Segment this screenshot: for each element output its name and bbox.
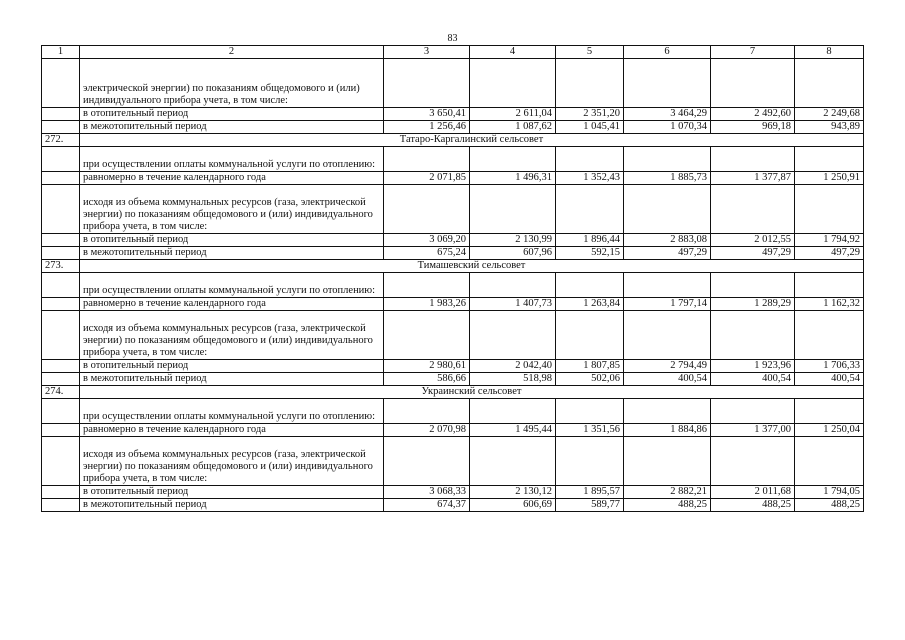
tariff-table: [41, 45, 864, 512]
value-cell: [795, 147, 864, 172]
value-cell: 1 807,85: [556, 360, 624, 373]
row-description: в отопительный период: [80, 108, 384, 121]
value-cell: 488,25: [795, 499, 864, 512]
uniform-payment-row: [42, 172, 864, 185]
row-index: [42, 499, 80, 512]
value-cell: [795, 59, 864, 108]
value-cell: 1 250,91: [795, 172, 864, 185]
value-cell: 1 162,32: [795, 298, 864, 311]
volume-text-row: [42, 185, 864, 234]
value-cell: [470, 59, 556, 108]
value-cell: 2 012,55: [711, 234, 795, 247]
heating-period-row: [42, 108, 864, 121]
value-cell: 1 250,04: [795, 424, 864, 437]
value-cell: 1 495,44: [470, 424, 556, 437]
value-cell: 502,06: [556, 373, 624, 386]
row-description: в межотопительный период: [80, 373, 384, 386]
value-cell: 488,25: [711, 499, 795, 512]
value-cell: [624, 147, 711, 172]
value-cell: 1 263,84: [556, 298, 624, 311]
value-cell: [384, 311, 470, 360]
settlement-index: 272.: [42, 134, 80, 147]
value-cell: [795, 311, 864, 360]
settlement-name: Тимашевский сельсовет: [80, 260, 864, 273]
value-cell: 1 407,73: [470, 298, 556, 311]
column-number: 8: [795, 46, 864, 59]
row-description: при осуществлении оплаты коммунальной услуги по отоплению:: [80, 399, 384, 424]
column-number: 6: [624, 46, 711, 59]
row-index: [42, 437, 80, 486]
page-number: 83: [447, 33, 458, 44]
nonheating-period-row: [42, 121, 864, 134]
heating-period-row: [42, 486, 864, 499]
settlement-header-row: [42, 134, 864, 147]
row-description: в отопительный период: [80, 234, 384, 247]
row-description: равномерно в течение календарного года: [80, 424, 384, 437]
value-cell: [795, 273, 864, 298]
value-cell: 969,18: [711, 121, 795, 134]
tariff-table-body: [42, 46, 864, 512]
value-cell: 1 797,14: [624, 298, 711, 311]
row-index: [42, 247, 80, 260]
value-cell: 592,15: [556, 247, 624, 260]
column-number: 7: [711, 46, 795, 59]
column-number: 4: [470, 46, 556, 59]
settlement-index: 274.: [42, 386, 80, 399]
value-cell: 2 130,99: [470, 234, 556, 247]
value-cell: [711, 437, 795, 486]
value-cell: [711, 311, 795, 360]
value-cell: 3 069,20: [384, 234, 470, 247]
value-cell: 2 070,98: [384, 424, 470, 437]
row-index: [42, 147, 80, 172]
value-cell: [556, 311, 624, 360]
value-cell: [556, 273, 624, 298]
value-cell: 1 289,29: [711, 298, 795, 311]
value-cell: [711, 273, 795, 298]
value-cell: 1 351,56: [556, 424, 624, 437]
value-cell: [795, 437, 864, 486]
row-description: в межотопительный период: [80, 247, 384, 260]
value-cell: 1 352,43: [556, 172, 624, 185]
row-index: [42, 234, 80, 247]
value-cell: [556, 437, 624, 486]
row-index: [42, 399, 80, 424]
value-cell: [624, 311, 711, 360]
value-cell: 2 794,49: [624, 360, 711, 373]
value-cell: [624, 273, 711, 298]
row-description: в межотопительный период: [80, 499, 384, 512]
value-cell: [711, 59, 795, 108]
value-cell: 3 068,33: [384, 486, 470, 499]
column-number-row: [42, 46, 864, 59]
payment-text-row: [42, 273, 864, 298]
value-cell: 1 884,86: [624, 424, 711, 437]
value-cell: [711, 147, 795, 172]
value-cell: 607,96: [470, 247, 556, 260]
row-description: исходя из объема коммунальных ресурсов (газа, электрической энергии) по показаниям общедомового и (или) индивидуального прибора учета, в том числе:: [80, 311, 384, 360]
row-index: [42, 311, 80, 360]
row-description: при осуществлении оплаты коммунальной услуги по отоплению:: [80, 273, 384, 298]
value-cell: [795, 185, 864, 234]
value-cell: 518,98: [470, 373, 556, 386]
value-cell: 1 794,05: [795, 486, 864, 499]
value-cell: 497,29: [624, 247, 711, 260]
row-index: [42, 360, 80, 373]
value-cell: [624, 437, 711, 486]
settlement-index: 273.: [42, 260, 80, 273]
value-cell: 589,77: [556, 499, 624, 512]
volume-text-row: [42, 59, 864, 108]
row-description: в отопительный период: [80, 486, 384, 499]
nonheating-period-row: [42, 373, 864, 386]
row-description: в отопительный период: [80, 360, 384, 373]
value-cell: 2 130,12: [470, 486, 556, 499]
value-cell: 2 883,08: [624, 234, 711, 247]
row-index: [42, 172, 80, 185]
value-cell: 1 256,46: [384, 121, 470, 134]
value-cell: 1 496,31: [470, 172, 556, 185]
value-cell: [795, 399, 864, 424]
value-cell: 2 042,40: [470, 360, 556, 373]
value-cell: [711, 399, 795, 424]
value-cell: [384, 185, 470, 234]
value-cell: 3 650,41: [384, 108, 470, 121]
value-cell: 2 882,21: [624, 486, 711, 499]
value-cell: [470, 437, 556, 486]
value-cell: 1 377,87: [711, 172, 795, 185]
row-description: равномерно в течение календарного года: [80, 172, 384, 185]
value-cell: 1 706,33: [795, 360, 864, 373]
value-cell: 1 923,96: [711, 360, 795, 373]
value-cell: 2 351,20: [556, 108, 624, 121]
row-index: [42, 273, 80, 298]
value-cell: [470, 185, 556, 234]
row-description: при осуществлении оплаты коммунальной услуги по отоплению:: [80, 147, 384, 172]
row-index: [42, 121, 80, 134]
row-index: [42, 108, 80, 121]
row-description: исходя из объема коммунальных ресурсов (газа, электрической энергии) по показаниям общедомового и (или) индивидуального прибора учета, в том числе:: [80, 185, 384, 234]
value-cell: 1 087,62: [470, 121, 556, 134]
value-cell: 1 377,00: [711, 424, 795, 437]
value-cell: 2 249,68: [795, 108, 864, 121]
settlement-name: Украинский сельсовет: [80, 386, 864, 399]
settlement-header-row: [42, 386, 864, 399]
uniform-payment-row: [42, 298, 864, 311]
row-description: электрической энергии) по показаниям общедомового и (или) индивидуального прибора учета, в том числе:: [80, 59, 384, 108]
value-cell: [470, 399, 556, 424]
value-cell: 586,66: [384, 373, 470, 386]
value-cell: 1 070,34: [624, 121, 711, 134]
value-cell: 1 983,26: [384, 298, 470, 311]
column-number: 3: [384, 46, 470, 59]
value-cell: 400,54: [795, 373, 864, 386]
value-cell: [384, 273, 470, 298]
row-index: [42, 373, 80, 386]
payment-text-row: [42, 399, 864, 424]
settlement-name: Татаро-Каргалинский сельсовет: [80, 134, 864, 147]
value-cell: [556, 399, 624, 424]
column-number: 1: [42, 46, 80, 59]
nonheating-period-row: [42, 247, 864, 260]
value-cell: 497,29: [795, 247, 864, 260]
column-number: 2: [80, 46, 384, 59]
row-description: исходя из объема коммунальных ресурсов (газа, электрической энергии) по показаниям общедомового и (или) индивидуального прибора учета, в том числе:: [80, 437, 384, 486]
value-cell: [384, 399, 470, 424]
value-cell: [556, 185, 624, 234]
value-cell: [624, 185, 711, 234]
value-cell: [470, 273, 556, 298]
value-cell: 2 011,68: [711, 486, 795, 499]
value-cell: 1 794,92: [795, 234, 864, 247]
row-index: [42, 185, 80, 234]
payment-text-row: [42, 147, 864, 172]
row-description: в межотопительный период: [80, 121, 384, 134]
heating-period-row: [42, 360, 864, 373]
value-cell: [384, 59, 470, 108]
value-cell: 606,69: [470, 499, 556, 512]
column-number: 5: [556, 46, 624, 59]
value-cell: [556, 59, 624, 108]
value-cell: 2 980,61: [384, 360, 470, 373]
value-cell: 2 492,60: [711, 108, 795, 121]
value-cell: 2 611,04: [470, 108, 556, 121]
row-description: равномерно в течение календарного года: [80, 298, 384, 311]
value-cell: [711, 185, 795, 234]
nonheating-period-row: [42, 499, 864, 512]
row-index: [42, 59, 80, 108]
heating-period-row: [42, 234, 864, 247]
value-cell: 1 045,41: [556, 121, 624, 134]
value-cell: [384, 147, 470, 172]
value-cell: [470, 311, 556, 360]
value-cell: [624, 59, 711, 108]
value-cell: 943,89: [795, 121, 864, 134]
value-cell: 1 896,44: [556, 234, 624, 247]
value-cell: 675,24: [384, 247, 470, 260]
value-cell: [624, 399, 711, 424]
volume-text-row: [42, 437, 864, 486]
value-cell: 674,37: [384, 499, 470, 512]
value-cell: 1 885,73: [624, 172, 711, 185]
row-index: [42, 486, 80, 499]
value-cell: [556, 147, 624, 172]
row-index: [42, 298, 80, 311]
value-cell: 400,54: [711, 373, 795, 386]
value-cell: 3 464,29: [624, 108, 711, 121]
value-cell: 488,25: [624, 499, 711, 512]
volume-text-row: [42, 311, 864, 360]
uniform-payment-row: [42, 424, 864, 437]
value-cell: [470, 147, 556, 172]
value-cell: 400,54: [624, 373, 711, 386]
row-index: [42, 424, 80, 437]
value-cell: 2 071,85: [384, 172, 470, 185]
value-cell: [384, 437, 470, 486]
value-cell: 1 895,57: [556, 486, 624, 499]
settlement-header-row: [42, 260, 864, 273]
value-cell: 497,29: [711, 247, 795, 260]
